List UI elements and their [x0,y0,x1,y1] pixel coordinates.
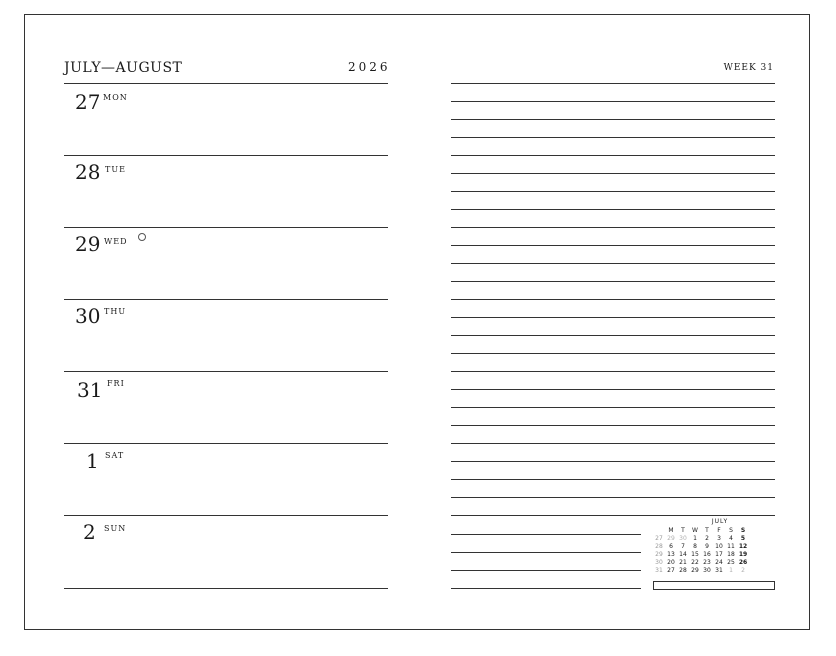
calendar-day: 17 [715,551,723,558]
week-number: 29 [655,551,663,558]
calendar-day: 8 [693,543,697,550]
note-line-short [451,552,641,553]
calendar-day: 4 [729,535,733,542]
day-name: THU [104,307,127,316]
calendar-day: 9 [705,543,709,550]
calendar-day: 30 [679,535,687,542]
calendar-day: 24 [715,559,723,566]
note-line [451,515,775,516]
note-line [451,317,775,318]
week-number: 31 [655,567,663,574]
day-number: 28 [75,160,101,184]
day-separator [64,227,388,228]
note-line [451,425,775,426]
calendar-day: 27 [667,567,675,574]
months-title: JULY—AUGUST [64,60,183,76]
calendar-day: 25 [727,559,735,566]
weekday-header: T [705,527,709,534]
note-line [451,191,775,192]
mini-calendar-week-row [653,551,775,559]
note-line [451,263,775,264]
note-line-short [451,534,641,535]
calendar-day: 20 [667,559,675,566]
note-line [451,173,775,174]
day-name: MON [103,93,128,102]
calendar-day: 15 [691,551,699,558]
mini-calendar [653,518,775,575]
calendar-day: 29 [667,535,675,542]
note-line [451,101,775,102]
day-number: 30 [75,304,101,328]
calendar-day: 22 [691,559,699,566]
note-line [451,83,775,84]
calendar-day: 31 [715,567,723,574]
note-line [451,335,775,336]
mini-calendar-title: JULY [711,518,729,525]
note-line [451,443,775,444]
calendar-day: 28 [679,567,687,574]
calendar-day: 10 [715,543,723,550]
day-number: 27 [75,90,101,114]
year-label: 2026 [348,60,391,74]
calendar-day: 14 [679,551,687,558]
day-name: TUE [105,165,126,174]
weekday-header: S [740,527,746,534]
calendar-day: 13 [667,551,675,558]
day-number: 1 [86,449,99,473]
calendar-day: 29 [691,567,699,574]
day-separator [64,155,388,156]
day-separator [64,515,388,516]
day-separator [64,371,388,372]
calendar-day: 21 [679,559,687,566]
note-line [451,479,775,480]
mini-calendar-header-row [653,527,775,535]
note-line [451,353,775,354]
mini-calendar-week-row [653,543,775,551]
weekday-header: T [681,527,685,534]
note-line [451,497,775,498]
calendar-day: 23 [703,559,711,566]
day-separator [64,588,388,589]
day-name: SUN [104,524,127,533]
calendar-day: 7 [681,543,685,550]
calendar-day: 1 [729,567,733,574]
day-separator [64,299,388,300]
note-line [451,461,775,462]
calendar-day: 26 [738,559,748,566]
calendar-day: 18 [727,551,735,558]
day-name: FRI [107,379,125,388]
calendar-day: 2 [741,567,745,574]
mini-calendar-week-row [653,559,775,567]
day-name: SAT [105,451,125,460]
day-number: 2 [83,520,96,544]
note-line [451,281,775,282]
calendar-day: 5 [740,535,746,542]
current-week-highlight [653,581,775,590]
calendar-day: 6 [669,543,673,550]
day-number: 31 [77,378,103,402]
weekday-header: F [717,527,721,534]
weekday-header: M [668,527,674,534]
note-line-short [451,570,641,571]
calendar-day: 19 [738,551,748,558]
note-line [451,245,775,246]
mini-calendar-week-row-current [653,567,775,575]
calendar-day: 12 [738,543,748,550]
new-moon-icon [138,233,146,241]
week-number: 28 [655,543,663,550]
note-line [451,299,775,300]
week-number: 30 [655,559,663,566]
note-line-short [451,588,641,589]
note-line [451,407,775,408]
note-line [451,137,775,138]
week-label: WEEK 31 [723,63,774,73]
calendar-day: 2 [705,535,709,542]
calendar-day: 3 [717,535,721,542]
header-rule-left [64,83,388,84]
mini-calendar-week-row [653,535,775,543]
note-line [451,371,775,372]
weekday-header: W [692,527,698,534]
calendar-day: 1 [693,535,697,542]
calendar-day: 11 [727,543,735,550]
note-line [451,119,775,120]
day-separator [64,443,388,444]
note-line [451,389,775,390]
calendar-day: 30 [703,567,711,574]
weekday-header: S [729,527,733,534]
note-line [451,155,775,156]
note-line [451,209,775,210]
week-number: 27 [655,535,663,542]
day-number: 29 [75,232,101,256]
calendar-day: 16 [703,551,711,558]
day-name: WED [104,237,128,246]
note-line [451,227,775,228]
